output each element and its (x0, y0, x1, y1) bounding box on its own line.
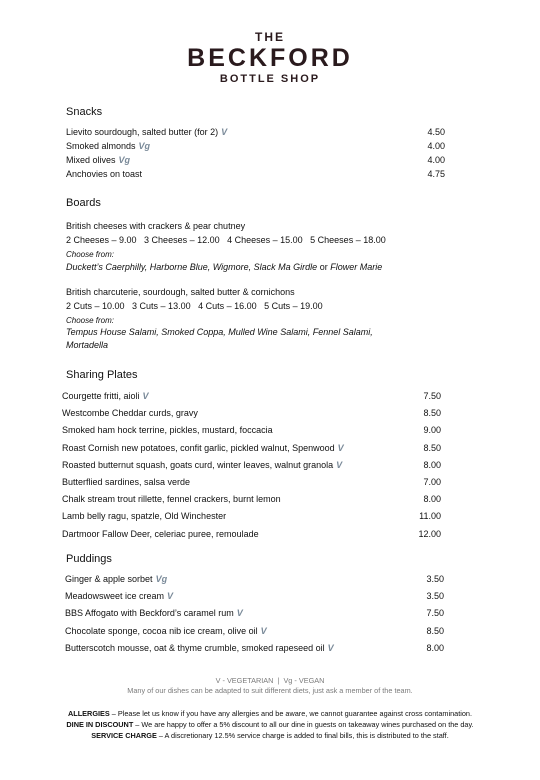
menu-item-name: Roast Cornish new potatoes, confit garlic, pickled walnut, Spenwood (62, 442, 335, 453)
cheese-board-title: British cheeses with crackers & pear chutney (66, 221, 246, 231)
menu-item (62, 460, 342, 471)
diet-tag: V (327, 642, 334, 653)
diet-legend: V - VEGETARIAN | Vg - VEGAN (215, 676, 325, 685)
menu-item-price: 4.00 (427, 155, 445, 165)
diet-tag: V (236, 608, 243, 619)
logo-name: BECKFORD (187, 44, 353, 72)
menu-item (65, 643, 334, 654)
menu-item (65, 626, 267, 637)
menu-item-name: Dartmoor Fallow Deer, celeriac puree, remoulade (62, 528, 259, 539)
menu-item (66, 169, 142, 180)
menu-item-name: Lamb belly ragu, spatzle, Old Winchester (62, 511, 227, 522)
section-title-boards: Boards (66, 197, 101, 209)
charcuterie-options-line1: Tempus House Salami, Smoked Coppa, Mulled Wine Salami, Fennel Salami, (66, 327, 373, 337)
dine-in-note (0, 720, 540, 730)
menu-item-price: 8.00 (423, 459, 441, 470)
service-charge-note (0, 731, 540, 741)
diet-tag: Vg (138, 141, 151, 151)
menu-item-price: 7.00 (423, 477, 441, 487)
menu-item-price: 7.50 (423, 391, 441, 401)
section-title-sharing-plates: Sharing Plates (66, 369, 138, 381)
diet-tag: Vg (155, 574, 168, 584)
menu-item (65, 591, 173, 602)
menu-item (66, 141, 150, 152)
menu-item (62, 408, 198, 419)
menu-item-price: 8.50 (423, 442, 441, 453)
logo-subtitle: BOTTLE SHOP (219, 73, 321, 85)
allergies-text: – Please let us know if you have any allergies and be aware, we cannot guarantee against cross contamination. (109, 709, 472, 718)
menu-item-name: Mixed olives (66, 155, 116, 165)
menu-item-name: Chalk stream trout rillette, fennel crackers, burnt lemon (62, 494, 281, 505)
menu-item (62, 511, 226, 522)
menu-item-name: BBS Affogato with Beckford’s caramel rum (65, 608, 234, 619)
menu-item-name: Smoked almonds (66, 141, 136, 151)
section-title-puddings: Puddings (66, 553, 112, 565)
diet-tag: V (167, 591, 174, 602)
menu-item (62, 529, 259, 540)
service-charge-label: SERVICE CHARGE (91, 731, 157, 740)
dine-in-text: – We are happy to offer a 5% discount to all our dine in guests on takeaway wines purchased on the day. (133, 720, 474, 729)
charcuterie-board-prices: 2 Cuts – 10.00 3 Cuts – 13.00 4 Cuts – 16.00 5 Cuts – 19.00 (66, 301, 323, 311)
menu-item-price: 11.00 (419, 511, 441, 522)
menu-item-name: Anchovies on toast (66, 169, 143, 179)
allergies-note (0, 709, 540, 719)
cheese-options-last: Flower Marie (330, 262, 383, 272)
charcuterie-options-line2: Mortadella (66, 340, 109, 350)
dine-in-label: DINE IN DISCOUNT (66, 720, 134, 729)
menu-item-price: 12.00 (418, 528, 441, 539)
cheese-board-prices: 2 Cheeses – 9.00 3 Cheeses – 12.00 4 Cheeses – 15.00 5 Cheeses – 18.00 (66, 235, 386, 245)
menu-item (65, 608, 243, 619)
section-title-snacks: Snacks (66, 106, 103, 118)
menu-item-price: 3.50 (426, 591, 444, 602)
menu-item-price: 3.50 (426, 574, 444, 584)
adapt-note: Many of our dishes can be adapted to suit different diets, just ask a member of the team. (127, 686, 413, 695)
menu-item-name: Chocolate sponge, cocoa nib ice cream, olive oil (65, 625, 258, 636)
service-charge-text: – A discretionary 12.5% service charge is added to final bills, this is distributed to the staff. (156, 731, 449, 740)
cheese-options-or: or (317, 262, 331, 272)
menu-item-price: 7.50 (426, 608, 444, 619)
cheese-choose-label: Choose from: (66, 250, 115, 259)
menu-item (65, 574, 167, 585)
menu-item-name: Ginger & apple sorbet (65, 574, 153, 584)
diet-tag: V (260, 625, 267, 636)
logo-the: THE (255, 30, 285, 44)
menu-item-price: 4.00 (427, 141, 445, 151)
menu-item (62, 391, 149, 402)
cheese-options-list: Duckett’s Caerphilly, Harborne Blue, Wigmore, Slack Ma Girdle (66, 262, 318, 272)
menu-item-price: 4.75 (427, 169, 445, 179)
menu-item-price: 8.00 (426, 642, 444, 653)
menu-item (66, 155, 130, 166)
menu-item-price: 9.00 (423, 425, 441, 436)
menu-item-name: Meadowsweet ice cream (65, 591, 165, 602)
diet-tag: V (337, 442, 344, 453)
diet-tag: V (142, 391, 149, 401)
menu-item (66, 127, 227, 138)
menu-item-name: Butterflied sardines, salsa verde (62, 477, 191, 487)
menu-item-price: 8.50 (423, 408, 441, 419)
menu-item (62, 477, 190, 488)
menu-item (62, 494, 281, 505)
allergies-label: ALLERGIES (68, 709, 110, 718)
menu-item-name: Butterscotch mousse, oat & thyme crumble, smoked rapeseed oil (65, 642, 325, 653)
diet-tag: V (221, 127, 228, 137)
menu-item-name: Roasted butternut squash, goats curd, winter leaves, walnut granola (62, 459, 334, 470)
charcuterie-choose-label: Choose from: (66, 316, 115, 325)
menu-item-name: Smoked ham hock terrine, pickles, mustard, foccacia (62, 425, 273, 436)
diet-tag: Vg (118, 155, 131, 165)
menu-item-name: Courgette fritti, aioli (62, 391, 140, 401)
menu-item (62, 425, 273, 436)
diet-tag: V (336, 459, 343, 470)
menu-item-price: 8.50 (426, 625, 444, 636)
menu-item-price: 8.00 (423, 494, 441, 505)
cheese-options (66, 262, 382, 273)
menu-item-name: Westcombe Cheddar curds, gravy (62, 408, 198, 419)
menu-item (62, 443, 344, 454)
charcuterie-board-title: British charcuterie, sourdough, salted butter & cornichons (66, 287, 295, 297)
menu-item-name: Lievito sourdough, salted butter (for 2) (66, 127, 219, 137)
menu-item-price: 4.50 (427, 127, 445, 137)
